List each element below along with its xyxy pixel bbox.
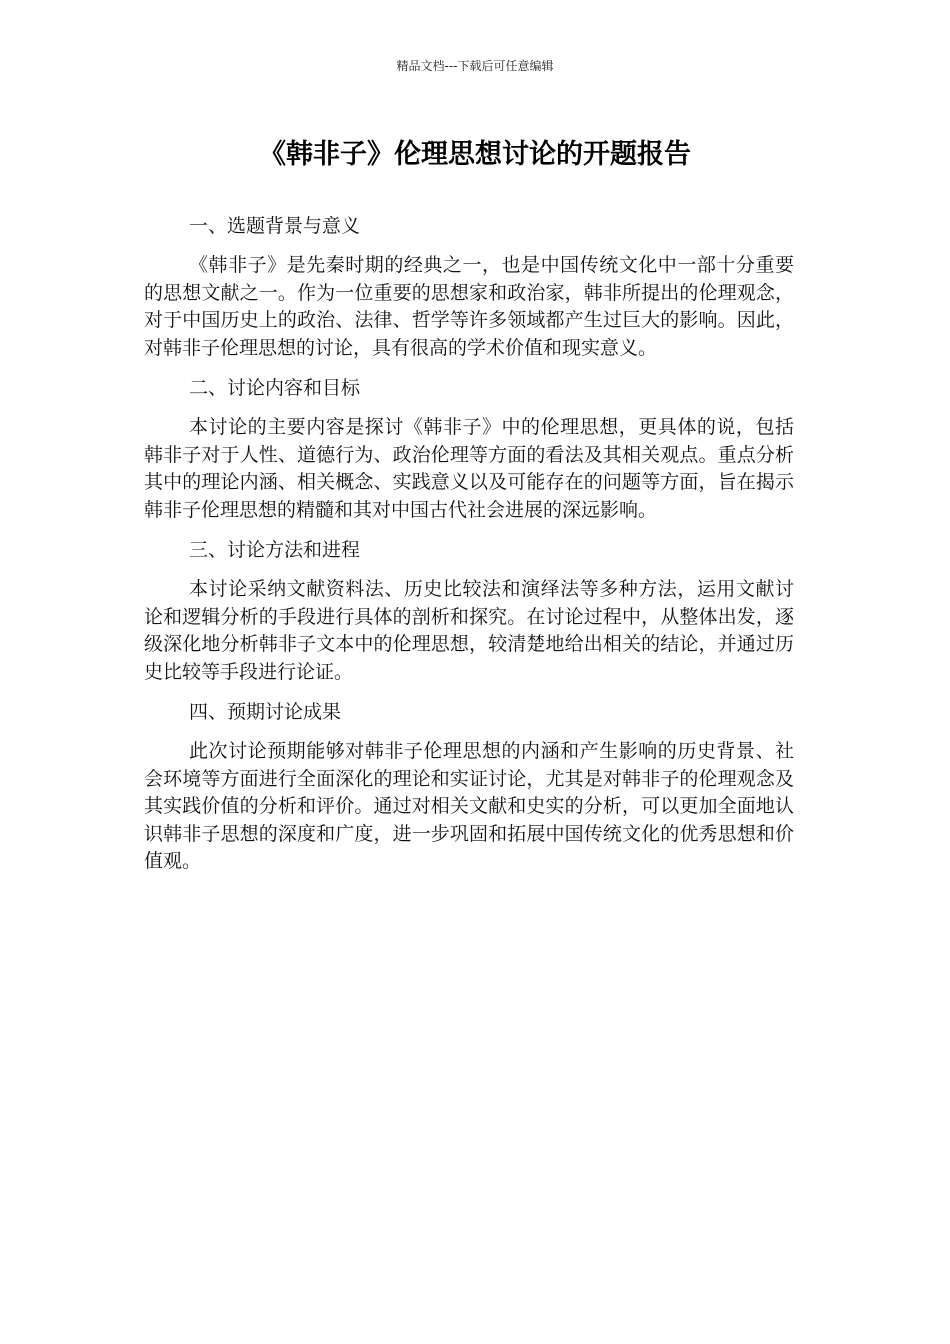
section-heading: 二、讨论内容和目标 — [189, 377, 361, 399]
header-note: 精品文档---下载后可任意编辑 — [396, 59, 554, 73]
section-paragraph: 本讨论采纳文献资料法、历史比较法和演绎法等多种方法，运用文献讨论和逻辑分析的手段进行具体的剖析和探究。在讨论过程中，从整体出发，逐级深化地分析韩非子文本中的伦理思想，较清楚地给出相关的结论，并通过历史比较等手段进行论证。 — [144, 578, 794, 683]
section-methods — [144, 536, 794, 686]
section-heading: 四、预期讨论成果 — [189, 701, 342, 723]
section-background — [144, 212, 794, 362]
section-heading: 三、讨论方法和进程 — [189, 539, 361, 561]
document-title: 《韩非子》伦理思想讨论的开题报告 — [259, 139, 691, 170]
section-heading: 一、选题背景与意义 — [189, 215, 361, 237]
document-body — [144, 212, 794, 888]
section-paragraph: 本讨论的主要内容是探讨《韩非子》中的伦理思想，更具体的说，包括韩非子对于人性、道德行为、政治伦理等方面的看法及其相关观点。重点分析其中的理论内涵、相关概念、实践意义以及可能存在的问题等方面，旨在揭示韩非子伦理思想的精髓和其对中国古代社会进展的深远影响。 — [144, 416, 794, 521]
section-content-goals — [144, 374, 794, 524]
section-paragraph: 《韩非子》是先秦时期的经典之一，也是中国传统文化中一部十分重要的思想文献之一。作为一位重要的思想家和政治家，韩非所提出的伦理观念，对于中国历史上的政治、法律、哲学等许多领域都产生过巨大的影响。因此，对韩非子伦理思想的讨论，具有很高的学术价值和现实意义。 — [144, 254, 794, 359]
section-paragraph: 此次讨论预期能够对韩非子伦理思想的内涵和产生影响的历史背景、社会环境等方面进行全面深化的理论和实证讨论，尤其是对韩非子的伦理观念及其实践价值的分析和评价。通过对相关文献和史实的分析，可以更加全面地认识韩非子思想的深度和广度，进一步巩固和拓展中国传统文化的优秀思想和价值观。 — [144, 740, 794, 872]
section-expected-results — [144, 698, 794, 876]
